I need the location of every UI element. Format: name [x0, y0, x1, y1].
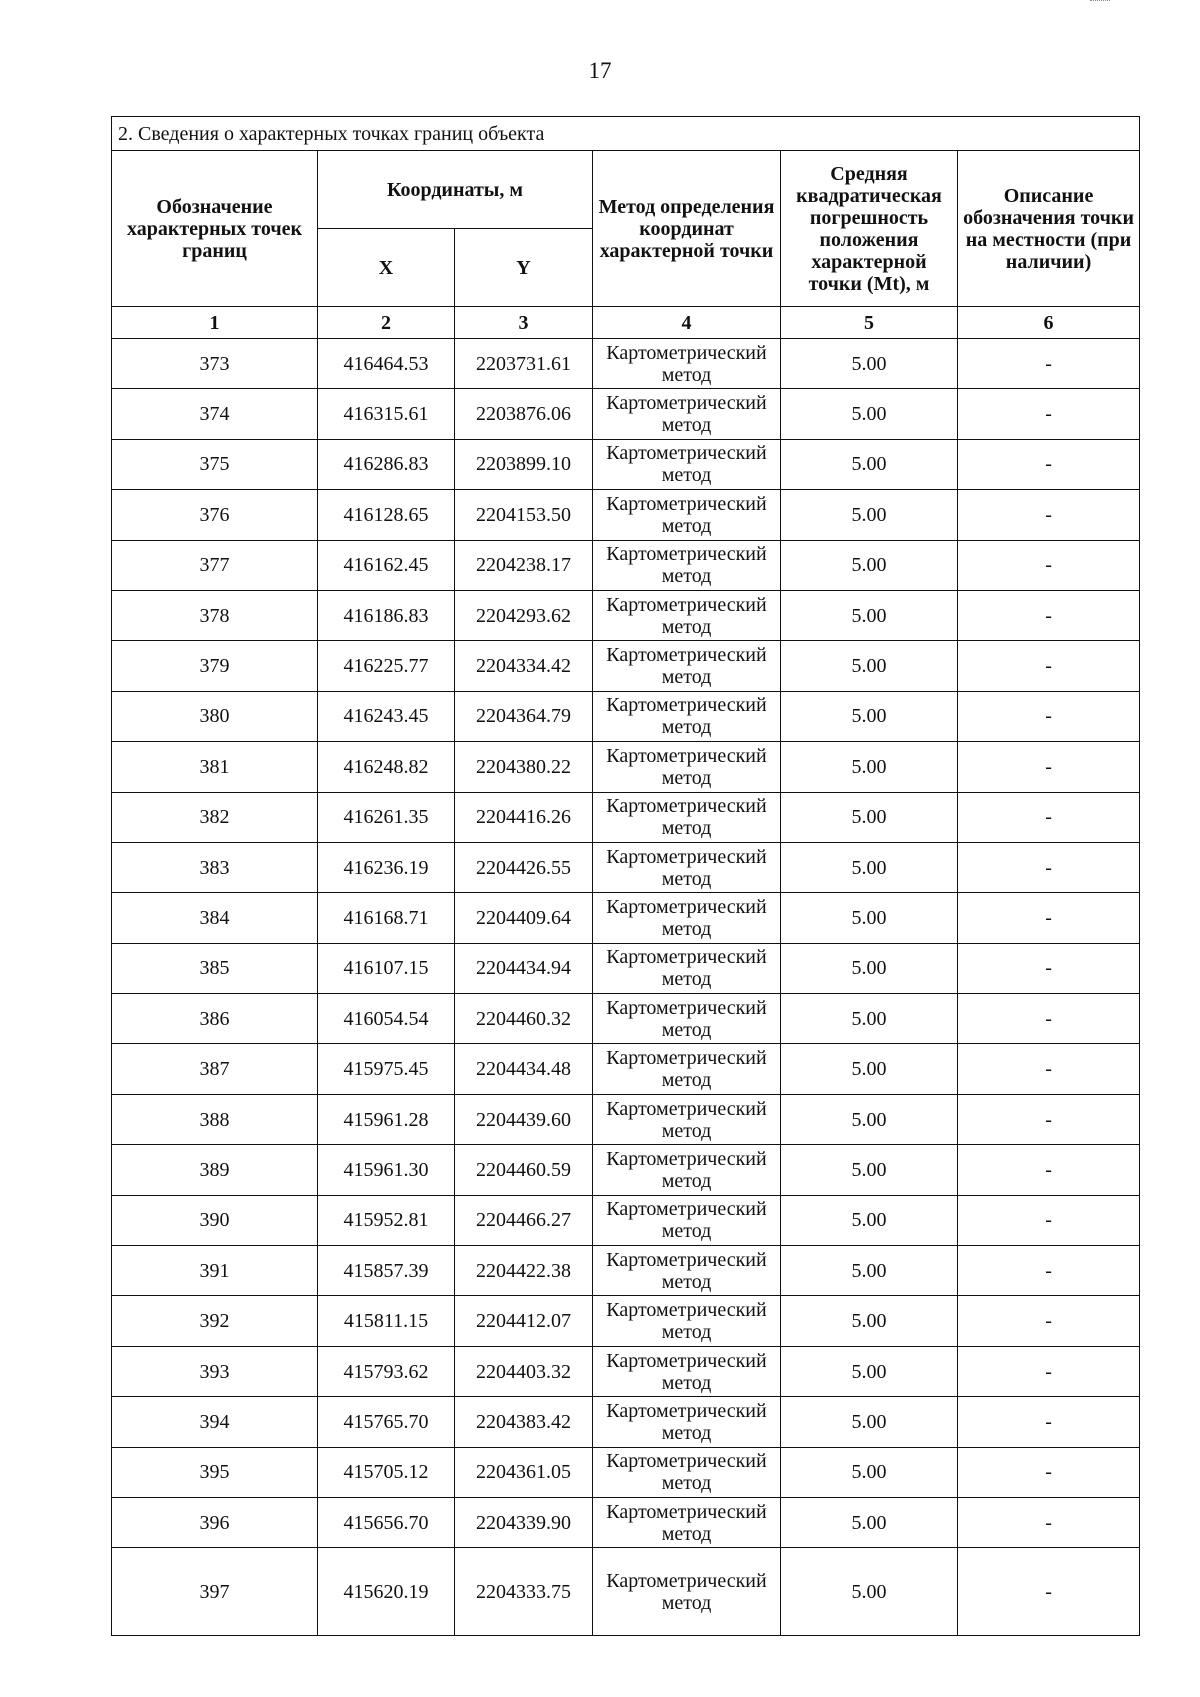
cell-point: 373 [112, 339, 318, 389]
boundary-points-table [111, 116, 1140, 1636]
cell-error: 5.00 [781, 540, 958, 590]
table-row [112, 893, 1140, 943]
cell-y: 2204364.79 [455, 691, 593, 741]
cell-error: 5.00 [781, 994, 958, 1044]
table-row [112, 1145, 1140, 1195]
cell-desc: - [958, 590, 1140, 640]
cell-method: Картометрический метод [593, 1094, 781, 1144]
cell-point: 379 [112, 641, 318, 691]
cell-method: Картометрический метод [593, 943, 781, 993]
cell-point: 386 [112, 994, 318, 1044]
cell-y: 2204434.48 [455, 1044, 593, 1094]
column-number: 2 [318, 307, 455, 339]
column-number: 1 [112, 307, 318, 339]
column-numbers-row [112, 307, 1140, 339]
cell-error: 5.00 [781, 1548, 958, 1636]
cell-method: Картометрический метод [593, 1296, 781, 1346]
cell-x: 415811.15 [318, 1296, 455, 1346]
cell-point: 385 [112, 943, 318, 993]
cell-point: 382 [112, 792, 318, 842]
cell-y: 2204380.22 [455, 742, 593, 792]
cell-method: Картометрический метод [593, 1145, 781, 1195]
header-x: X [318, 229, 455, 307]
cell-method: Картометрический метод [593, 792, 781, 842]
cell-method: Картометрический метод [593, 1447, 781, 1497]
cell-desc: - [958, 842, 1140, 892]
cell-y: 2204409.64 [455, 893, 593, 943]
cell-point: 393 [112, 1346, 318, 1396]
cell-desc: - [958, 339, 1140, 389]
cell-point: 381 [112, 742, 318, 792]
page-number: 17 [588, 58, 612, 83]
cell-error: 5.00 [781, 792, 958, 842]
cell-point: 395 [112, 1447, 318, 1497]
cell-desc: - [958, 1346, 1140, 1396]
cell-error: 5.00 [781, 1497, 958, 1547]
header-point: Обозначение характерных точек границ [112, 151, 318, 307]
cell-y: 2204412.07 [455, 1296, 593, 1346]
cell-error: 5.00 [781, 1094, 958, 1144]
table-row [112, 994, 1140, 1044]
cell-method: Картометрический метод [593, 490, 781, 540]
cell-point: 389 [112, 1145, 318, 1195]
cell-point: 383 [112, 842, 318, 892]
table-row [112, 1548, 1140, 1636]
cell-y: 2204460.32 [455, 994, 593, 1044]
cell-y: 2204403.32 [455, 1346, 593, 1396]
header-coords: Координаты, м [318, 151, 593, 229]
cell-x: 416315.61 [318, 389, 455, 439]
table-row [112, 691, 1140, 741]
table-row [112, 1094, 1140, 1144]
cell-y: 2204422.38 [455, 1246, 593, 1296]
table-row [112, 1296, 1140, 1346]
table-row [112, 389, 1140, 439]
cell-method: Картометрический метод [593, 1548, 781, 1636]
cell-method: Картометрический метод [593, 339, 781, 389]
cell-desc: - [958, 1044, 1140, 1094]
cell-y: 2204334.42 [455, 641, 593, 691]
cell-y: 2203731.61 [455, 339, 593, 389]
cell-y: 2204339.90 [455, 1497, 593, 1547]
section-title: 2. Сведения о характерных точках границ объекта [112, 117, 1140, 151]
table-row [112, 339, 1140, 389]
cell-error: 5.00 [781, 1346, 958, 1396]
cell-method: Картометрический метод [593, 540, 781, 590]
cell-x: 416464.53 [318, 339, 455, 389]
cell-x: 416186.83 [318, 590, 455, 640]
scan-corner-mark [1090, 0, 1110, 5]
cell-point: 388 [112, 1094, 318, 1144]
cell-method: Картометрический метод [593, 1246, 781, 1296]
cell-x: 415705.12 [318, 1447, 455, 1497]
header-error: Средняя квадратическая погрешность положения характерной точки (Mt), м [781, 151, 958, 307]
cell-desc: - [958, 1145, 1140, 1195]
cell-point: 394 [112, 1397, 318, 1447]
cell-y: 2204434.94 [455, 943, 593, 993]
cell-x: 415857.39 [318, 1246, 455, 1296]
cell-error: 5.00 [781, 691, 958, 741]
cell-x: 416236.19 [318, 842, 455, 892]
cell-method: Картометрический метод [593, 641, 781, 691]
cell-x: 416107.15 [318, 943, 455, 993]
cell-error: 5.00 [781, 943, 958, 993]
cell-method: Картометрический метод [593, 1497, 781, 1547]
table-row [112, 943, 1140, 993]
cell-x: 416054.54 [318, 994, 455, 1044]
cell-y: 2204460.59 [455, 1145, 593, 1195]
table-row [112, 742, 1140, 792]
column-number: 4 [593, 307, 781, 339]
table-row [112, 842, 1140, 892]
cell-error: 5.00 [781, 439, 958, 489]
cell-desc: - [958, 540, 1140, 590]
cell-y: 2204293.62 [455, 590, 593, 640]
cell-x: 415656.70 [318, 1497, 455, 1547]
table-row [112, 1346, 1140, 1396]
cell-method: Картометрический метод [593, 842, 781, 892]
cell-point: 387 [112, 1044, 318, 1094]
cell-x: 416128.65 [318, 490, 455, 540]
cell-error: 5.00 [781, 842, 958, 892]
cell-desc: - [958, 893, 1140, 943]
table-body [112, 339, 1140, 1636]
cell-x: 415961.30 [318, 1145, 455, 1195]
table-row [112, 439, 1140, 489]
cell-point: 384 [112, 893, 318, 943]
cell-point: 380 [112, 691, 318, 741]
cell-y: 2204416.26 [455, 792, 593, 842]
table-row [112, 490, 1140, 540]
cell-x: 416162.45 [318, 540, 455, 590]
cell-error: 5.00 [781, 641, 958, 691]
cell-x: 416286.83 [318, 439, 455, 489]
cell-x: 416261.35 [318, 792, 455, 842]
table-row [112, 1044, 1140, 1094]
column-number: 3 [455, 307, 593, 339]
cell-method: Картометрический метод [593, 389, 781, 439]
cell-error: 5.00 [781, 742, 958, 792]
cell-method: Картометрический метод [593, 691, 781, 741]
header-desc: Описание обозначения точки на местности (при наличии) [958, 151, 1140, 307]
cell-y: 2204153.50 [455, 490, 593, 540]
cell-desc: - [958, 943, 1140, 993]
cell-error: 5.00 [781, 1145, 958, 1195]
cell-point: 397 [112, 1548, 318, 1636]
cell-y: 2204439.60 [455, 1094, 593, 1144]
cell-x: 415765.70 [318, 1397, 455, 1447]
cell-error: 5.00 [781, 893, 958, 943]
cell-point: 396 [112, 1497, 318, 1547]
cell-error: 5.00 [781, 1044, 958, 1094]
cell-point: 378 [112, 590, 318, 640]
cell-point: 391 [112, 1246, 318, 1296]
cell-x: 415961.28 [318, 1094, 455, 1144]
cell-method: Картометрический метод [593, 590, 781, 640]
column-number: 5 [781, 307, 958, 339]
cell-method: Картометрический метод [593, 893, 781, 943]
table-row [112, 1246, 1140, 1296]
cell-error: 5.00 [781, 1447, 958, 1497]
header-method: Метод определения координат характерной точки [593, 151, 781, 307]
cell-method: Картометрический метод [593, 742, 781, 792]
header-y: Y [455, 229, 593, 307]
cell-y: 2204238.17 [455, 540, 593, 590]
cell-method: Картометрический метод [593, 1044, 781, 1094]
cell-desc: - [958, 1497, 1140, 1547]
cell-y: 2204383.42 [455, 1397, 593, 1447]
cell-x: 415620.19 [318, 1548, 455, 1636]
cell-y: 2204361.05 [455, 1447, 593, 1497]
cell-x: 416225.77 [318, 641, 455, 691]
cell-error: 5.00 [781, 490, 958, 540]
cell-desc: - [958, 691, 1140, 741]
cell-x: 416248.82 [318, 742, 455, 792]
cell-desc: - [958, 792, 1140, 842]
column-number: 6 [958, 307, 1140, 339]
cell-method: Картометрический метод [593, 1397, 781, 1447]
cell-method: Картометрический метод [593, 1346, 781, 1396]
cell-point: 374 [112, 389, 318, 439]
cell-error: 5.00 [781, 1397, 958, 1447]
cell-desc: - [958, 1296, 1140, 1346]
cell-error: 5.00 [781, 339, 958, 389]
cell-point: 376 [112, 490, 318, 540]
table-row [112, 1497, 1140, 1547]
cell-point: 375 [112, 439, 318, 489]
cell-y: 2204466.27 [455, 1195, 593, 1245]
cell-x: 415975.45 [318, 1044, 455, 1094]
table-row [112, 1447, 1140, 1497]
table-row [112, 1397, 1140, 1447]
table-row [112, 1195, 1140, 1245]
cell-desc: - [958, 389, 1140, 439]
cell-desc: - [958, 1548, 1140, 1636]
cell-y: 2204426.55 [455, 842, 593, 892]
cell-point: 377 [112, 540, 318, 590]
cell-point: 390 [112, 1195, 318, 1245]
cell-error: 5.00 [781, 1296, 958, 1346]
cell-y: 2203876.06 [455, 389, 593, 439]
cell-method: Картометрический метод [593, 439, 781, 489]
cell-desc: - [958, 1397, 1140, 1447]
cell-x: 416243.45 [318, 691, 455, 741]
cell-desc: - [958, 439, 1140, 489]
cell-error: 5.00 [781, 389, 958, 439]
cell-method: Картометрический метод [593, 1195, 781, 1245]
cell-desc: - [958, 1246, 1140, 1296]
cell-desc: - [958, 994, 1140, 1044]
cell-desc: - [958, 742, 1140, 792]
cell-x: 416168.71 [318, 893, 455, 943]
cell-x: 415952.81 [318, 1195, 455, 1245]
cell-y: 2204333.75 [455, 1548, 593, 1636]
table-row [112, 590, 1140, 640]
table-row [112, 641, 1140, 691]
cell-error: 5.00 [781, 1246, 958, 1296]
cell-method: Картометрический метод [593, 994, 781, 1044]
cell-desc: - [958, 641, 1140, 691]
cell-desc: - [958, 1195, 1140, 1245]
cell-point: 392 [112, 1296, 318, 1346]
cell-x: 415793.62 [318, 1346, 455, 1396]
cell-error: 5.00 [781, 1195, 958, 1245]
table-row [112, 540, 1140, 590]
table-row [112, 792, 1140, 842]
cell-error: 5.00 [781, 590, 958, 640]
cell-desc: - [958, 1447, 1140, 1497]
cell-desc: - [958, 490, 1140, 540]
cell-desc: - [958, 1094, 1140, 1144]
cell-y: 2203899.10 [455, 439, 593, 489]
